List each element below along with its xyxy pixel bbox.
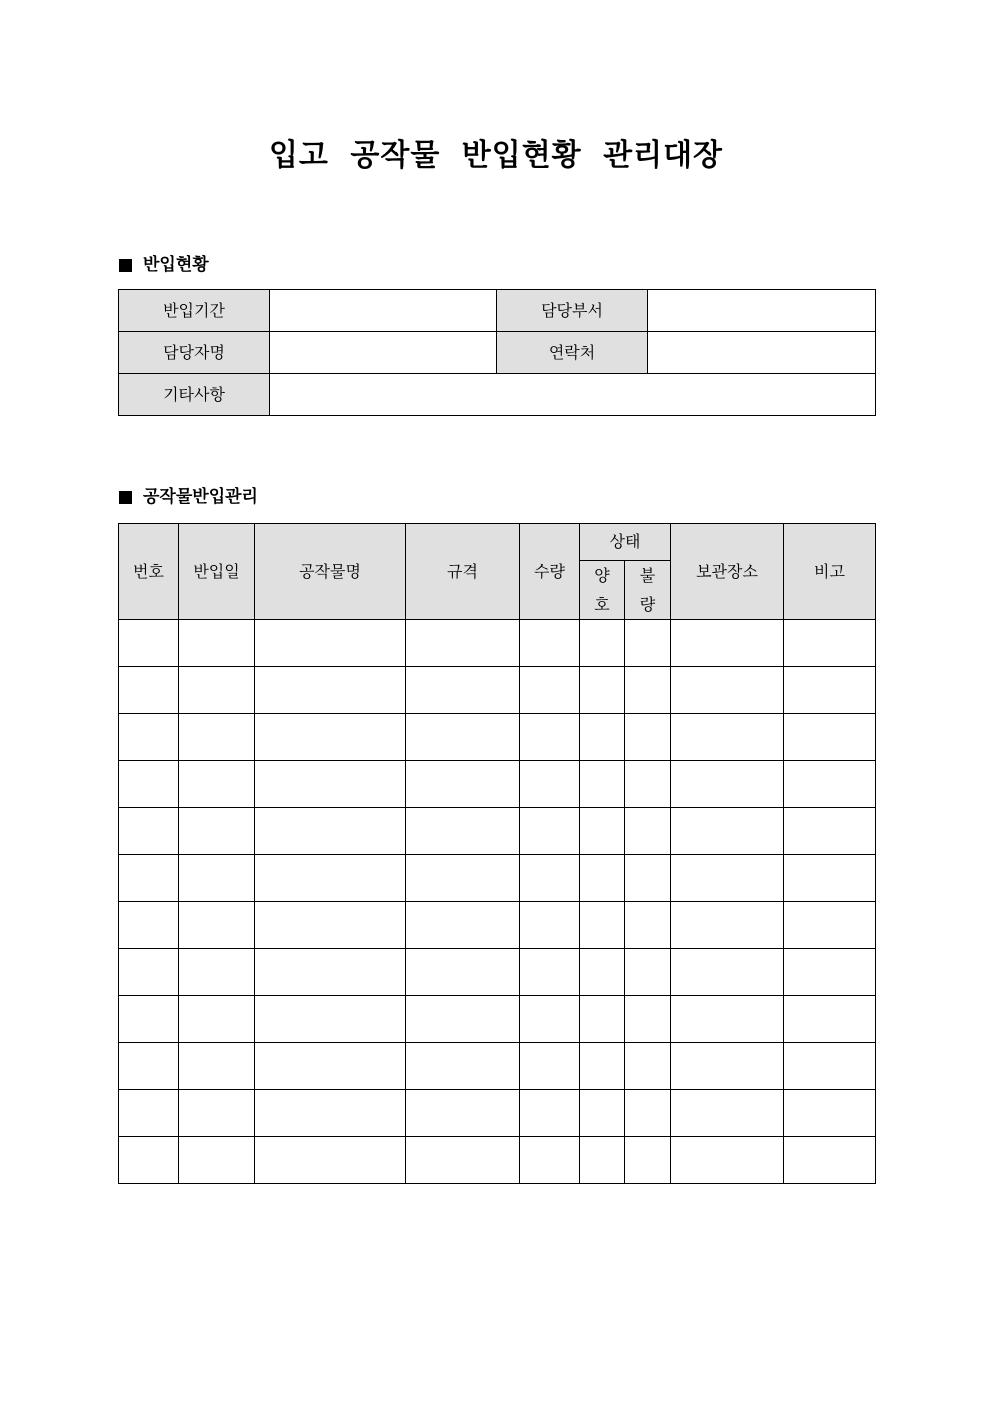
bad-cell[interactable]: [625, 808, 671, 855]
name-cell[interactable]: [255, 1090, 406, 1137]
note-cell[interactable]: [784, 949, 876, 996]
date-cell[interactable]: [179, 949, 255, 996]
bad-cell[interactable]: [625, 1090, 671, 1137]
no-cell[interactable]: [119, 620, 179, 667]
note-cell[interactable]: [784, 1043, 876, 1090]
column-header-bad-label: 불량: [639, 566, 656, 614]
etc-field[interactable]: [270, 374, 876, 416]
black-square-icon: [119, 259, 132, 272]
name-cell[interactable]: [255, 714, 406, 761]
note-cell[interactable]: [784, 714, 876, 761]
info-row: [119, 290, 876, 332]
workpiece-table: [118, 523, 876, 1184]
good-cell[interactable]: [580, 949, 625, 996]
note-cell[interactable]: [784, 667, 876, 714]
qty-cell[interactable]: [520, 855, 580, 902]
note-cell[interactable]: [784, 1090, 876, 1137]
date-cell[interactable]: [179, 1090, 255, 1137]
date-cell[interactable]: [179, 996, 255, 1043]
bad-cell[interactable]: [625, 855, 671, 902]
column-header-qty: 수량: [520, 524, 580, 620]
note-cell[interactable]: [784, 808, 876, 855]
date-cell[interactable]: [179, 714, 255, 761]
bad-cell[interactable]: [625, 714, 671, 761]
table-row: [119, 667, 876, 714]
bad-cell[interactable]: [625, 1137, 671, 1184]
period-label: 반입기간: [119, 290, 270, 332]
storage-cell[interactable]: [671, 1090, 784, 1137]
name-cell[interactable]: [255, 855, 406, 902]
no-cell[interactable]: [119, 714, 179, 761]
qty-cell[interactable]: [520, 1090, 580, 1137]
column-header-status: 상태: [580, 524, 671, 561]
table-row: [119, 996, 876, 1043]
no-cell[interactable]: [119, 1043, 179, 1090]
black-square-icon: [119, 491, 132, 504]
section-heading-import-status: [119, 253, 209, 277]
no-cell[interactable]: [119, 1137, 179, 1184]
column-header-storage: 보관장소: [671, 524, 784, 620]
good-cell[interactable]: [580, 620, 625, 667]
qty-cell[interactable]: [520, 996, 580, 1043]
no-cell[interactable]: [119, 855, 179, 902]
qty-cell[interactable]: [520, 1043, 580, 1090]
note-cell[interactable]: [784, 855, 876, 902]
info-row: [119, 374, 876, 416]
table-row: [119, 1090, 876, 1137]
storage-cell[interactable]: [671, 902, 784, 949]
date-cell[interactable]: [179, 667, 255, 714]
storage-cell[interactable]: [671, 761, 784, 808]
name-cell[interactable]: [255, 667, 406, 714]
table-row: [119, 808, 876, 855]
qty-cell[interactable]: [520, 620, 580, 667]
no-cell[interactable]: [119, 996, 179, 1043]
storage-cell[interactable]: [671, 1043, 784, 1090]
column-header-bad: [625, 561, 671, 620]
table-row: [119, 855, 876, 902]
bad-cell[interactable]: [625, 761, 671, 808]
contact-label: 연락처: [497, 332, 648, 374]
column-header-good: [580, 561, 625, 620]
storage-cell[interactable]: [671, 808, 784, 855]
good-cell[interactable]: [580, 902, 625, 949]
spec-cell[interactable]: [406, 620, 520, 667]
storage-cell[interactable]: [671, 949, 784, 996]
name-cell[interactable]: [255, 808, 406, 855]
qty-cell[interactable]: [520, 1137, 580, 1184]
column-header-name: 공작물명: [255, 524, 406, 620]
date-cell[interactable]: [179, 1043, 255, 1090]
section-heading-workpiece-management: [119, 485, 258, 509]
name-cell[interactable]: [255, 761, 406, 808]
no-cell[interactable]: [119, 949, 179, 996]
bad-cell[interactable]: [625, 996, 671, 1043]
spec-cell[interactable]: [406, 855, 520, 902]
qty-cell[interactable]: [520, 902, 580, 949]
qty-cell[interactable]: [520, 714, 580, 761]
department-label: 담당부서: [497, 290, 648, 332]
table-row: [119, 1137, 876, 1184]
section-heading-label: 공작물반입관리: [143, 487, 258, 507]
date-cell[interactable]: [179, 855, 255, 902]
bad-cell[interactable]: [625, 902, 671, 949]
spec-cell[interactable]: [406, 1090, 520, 1137]
name-cell[interactable]: [255, 1043, 406, 1090]
good-cell[interactable]: [580, 667, 625, 714]
contact-field[interactable]: [648, 332, 876, 374]
storage-cell[interactable]: [671, 620, 784, 667]
table-row: [119, 761, 876, 808]
page-title: 입고 공작물 반입현황 관리대장: [268, 138, 724, 173]
table-row: [119, 902, 876, 949]
no-cell[interactable]: [119, 1090, 179, 1137]
good-cell[interactable]: [580, 761, 625, 808]
storage-cell[interactable]: [671, 714, 784, 761]
qty-cell[interactable]: [520, 761, 580, 808]
spec-cell[interactable]: [406, 761, 520, 808]
note-cell[interactable]: [784, 620, 876, 667]
good-cell[interactable]: [580, 714, 625, 761]
spec-cell[interactable]: [406, 1137, 520, 1184]
period-field[interactable]: [270, 290, 497, 332]
storage-cell[interactable]: [671, 1137, 784, 1184]
storage-cell[interactable]: [671, 855, 784, 902]
spec-cell[interactable]: [406, 1043, 520, 1090]
bad-cell[interactable]: [625, 667, 671, 714]
manager-label: 담당자명: [119, 332, 270, 374]
import-status-table: [118, 289, 876, 416]
name-cell[interactable]: [255, 620, 406, 667]
info-row: [119, 332, 876, 374]
table-row: [119, 714, 876, 761]
storage-cell[interactable]: [671, 996, 784, 1043]
column-header-no: 번호: [119, 524, 179, 620]
etc-label: 기타사항: [119, 374, 270, 416]
date-cell[interactable]: [179, 902, 255, 949]
table-row: [119, 1043, 876, 1090]
spec-cell[interactable]: [406, 949, 520, 996]
name-cell[interactable]: [255, 902, 406, 949]
date-cell[interactable]: [179, 620, 255, 667]
spec-cell[interactable]: [406, 902, 520, 949]
no-cell[interactable]: [119, 902, 179, 949]
good-cell[interactable]: [580, 996, 625, 1043]
column-header-good-label: 양호: [594, 566, 610, 614]
date-cell[interactable]: [179, 1137, 255, 1184]
name-cell[interactable]: [255, 949, 406, 996]
name-cell[interactable]: [255, 996, 406, 1043]
note-cell[interactable]: [784, 1137, 876, 1184]
good-cell[interactable]: [580, 808, 625, 855]
no-cell[interactable]: [119, 808, 179, 855]
table-row: [119, 620, 876, 667]
department-field[interactable]: [648, 290, 876, 332]
date-cell[interactable]: [179, 761, 255, 808]
name-cell[interactable]: [255, 1137, 406, 1184]
spec-cell[interactable]: [406, 996, 520, 1043]
spec-cell[interactable]: [406, 714, 520, 761]
workpiece-table-body: [119, 620, 876, 1184]
good-cell[interactable]: [580, 855, 625, 902]
column-header-date: 반입일: [179, 524, 255, 620]
note-cell[interactable]: [784, 902, 876, 949]
no-cell[interactable]: [119, 761, 179, 808]
qty-cell[interactable]: [520, 667, 580, 714]
good-cell[interactable]: [580, 1137, 625, 1184]
table-header-row: [119, 524, 876, 561]
column-header-note: 비고: [784, 524, 876, 620]
spec-cell[interactable]: [406, 667, 520, 714]
good-cell[interactable]: [580, 1043, 625, 1090]
bad-cell[interactable]: [625, 949, 671, 996]
section-heading-label: 반입현황: [143, 255, 209, 275]
bad-cell[interactable]: [625, 1043, 671, 1090]
note-cell[interactable]: [784, 761, 876, 808]
manager-field[interactable]: [270, 332, 497, 374]
spec-cell[interactable]: [406, 808, 520, 855]
bad-cell[interactable]: [625, 620, 671, 667]
date-cell[interactable]: [179, 808, 255, 855]
storage-cell[interactable]: [671, 667, 784, 714]
qty-cell[interactable]: [520, 949, 580, 996]
note-cell[interactable]: [784, 996, 876, 1043]
column-header-spec: 규격: [406, 524, 520, 620]
table-row: [119, 949, 876, 996]
no-cell[interactable]: [119, 667, 179, 714]
qty-cell[interactable]: [520, 808, 580, 855]
good-cell[interactable]: [580, 1090, 625, 1137]
